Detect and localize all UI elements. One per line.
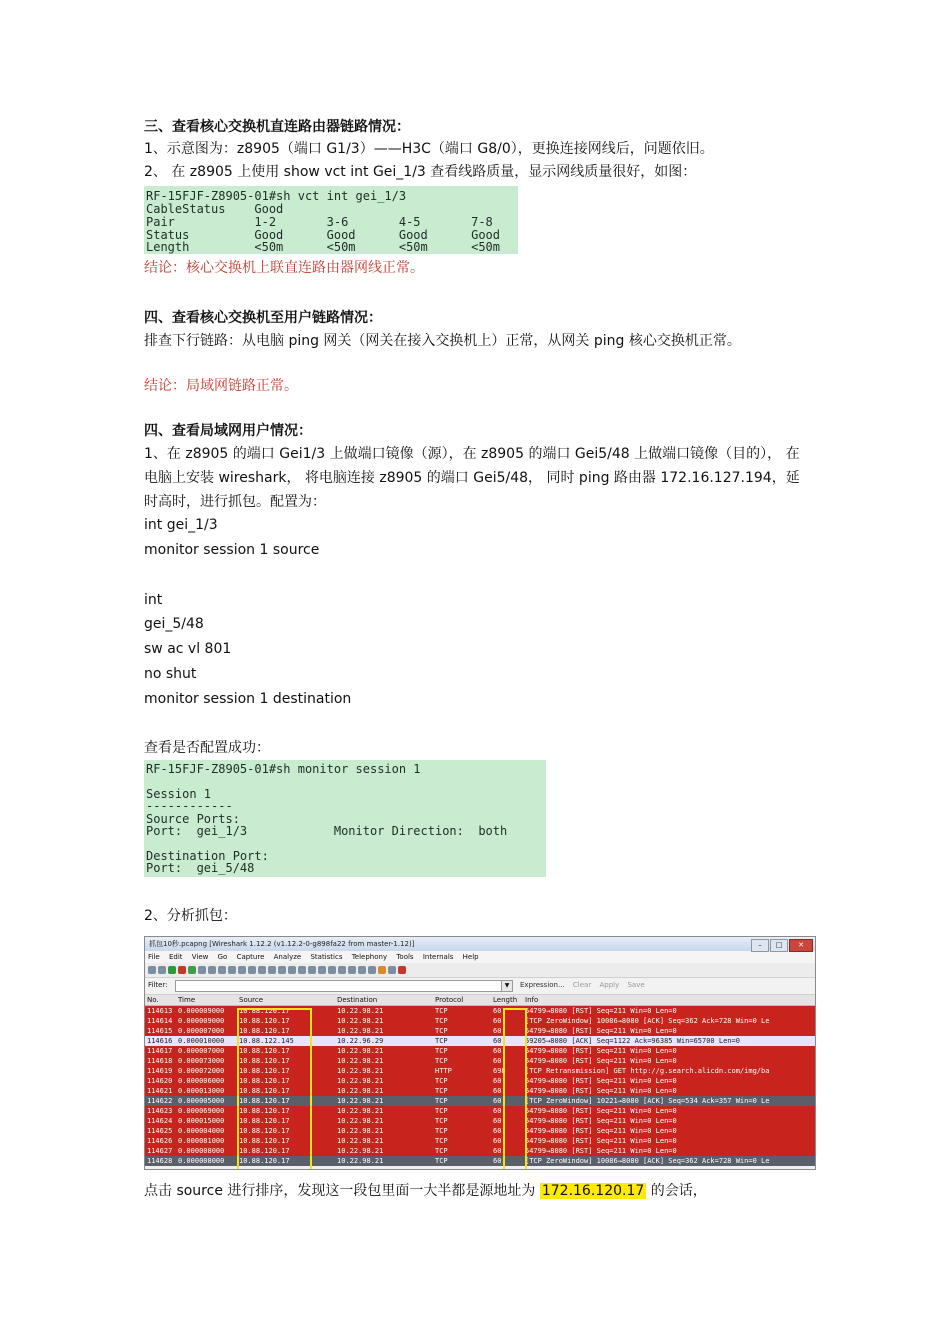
expression-button[interactable]: Expression... [520,981,565,989]
cell-no: 114624 [147,1117,173,1125]
cell-time: 0.000008000 [178,1157,225,1165]
cell-protocol: TCP [435,1147,448,1155]
cell-source: 10.88.122.145 [239,1037,294,1045]
cell-no: 114615 [147,1027,173,1035]
last-packet-icon[interactable] [288,966,296,974]
cell-no: 114613 [147,1007,173,1015]
cell-length: 60 [493,1027,502,1035]
terminal-line: Port: gei_1/3 Monitor Direction: both [146,824,508,838]
normal-size-icon[interactable] [338,966,346,974]
cell-protocol: TCP [435,1077,448,1085]
step2-heading: 2、分析抓包： [144,908,237,924]
cell-destination: 10.22.98.21 [337,1157,384,1165]
cell-no: 114621 [147,1087,173,1095]
cell-time: 0.000008000 [178,1147,225,1155]
cell-time: 0.000069000 [178,1107,225,1115]
final-after: 的会话， [646,1183,707,1199]
filter-input[interactable] [175,980,507,992]
cell-length: 60 [493,1117,502,1125]
terminal-line: RF-15FJF-Z8905-01#sh vct int gei_1/3 [146,189,407,203]
cell-no: 114614 [147,1017,173,1025]
cell-time: 0.000010000 [178,1037,225,1045]
menu-go[interactable]: Go [217,953,228,961]
capture-filters-icon[interactable] [358,966,366,974]
cell-destination: 10.22.98.21 [337,1137,384,1145]
filter-bar [145,978,815,995]
terminal-line: ------------ [146,799,233,813]
cell-protocol: TCP [435,1087,448,1095]
save-file-icon[interactable] [208,966,216,974]
cell-info: 54799→8080 [RST] Seq=211 Win=0 Len=0 [525,1147,677,1155]
cell-destination: 10.22.98.21 [337,1107,384,1115]
column-info[interactable]: Info [525,996,539,1004]
coloring-rules-icon[interactable] [378,966,386,974]
terminal-line: Status Good Good Good Good [146,228,501,242]
cell-protocol: TCP [435,1127,448,1135]
cell-info: 54799→8080 [RST] Seq=211 Win=0 Len=0 [525,1127,677,1135]
cell-length: 60 [493,1127,502,1135]
terminal-line: RF-15FJF-Z8905-01#sh monitor session 1 [146,762,421,776]
source-highlight-box [237,1008,312,1170]
cell-destination: 10.22.98.21 [337,1117,384,1125]
menu-internals[interactable]: Internals [422,953,454,961]
cell-time: 0.000081000 [178,1137,225,1145]
cell-source: 10.88.120.17 [239,1087,290,1095]
packet-list-header [145,995,815,1006]
zoom-in-icon[interactable] [318,966,326,974]
find-icon[interactable] [238,966,246,974]
cell-info: 54799→8080 [RST] Seq=211 Win=0 Len=0 [525,1027,677,1035]
forward-icon[interactable] [258,966,266,974]
cell-length: 60 [493,1107,502,1115]
config-line: monitor session 1 source [144,542,320,558]
menu-analyze[interactable]: Analyze [273,953,302,961]
cell-destination: 10.22.98.21 [337,1097,384,1105]
menu-view[interactable]: View [191,953,209,961]
cell-no: 114618 [147,1057,173,1065]
cell-destination: 10.22.98.21 [337,1127,384,1135]
cell-source: 10.88.120.17 [239,1157,290,1165]
column-protocol[interactable]: Protocol [435,996,464,1004]
clear-button[interactable]: Clear [572,981,592,989]
cell-info: 54799→8080 [RST] Seq=211 Win=0 Len=0 [525,1117,677,1125]
cell-length: 60 [493,1077,502,1085]
ip-highlight: 172.16.120.17 [541,1183,645,1199]
cell-destination: 10.22.96.29 [337,1037,384,1045]
cell-time: 0.000007000 [178,1027,225,1035]
cell-info: [TCP ZeroWindow] 10221→8080 [ACK] Seq=534 Ack=357 Win=0 Le [525,1097,770,1105]
cell-length: 60 [493,1017,502,1025]
menu-tools[interactable]: Tools [396,953,414,961]
back-icon[interactable] [248,966,256,974]
colorize-icon[interactable] [298,966,306,974]
menu-file[interactable]: File [148,953,160,961]
section4a-heading: 四、查看核心交换机至用户链路情况： [144,310,382,326]
cell-length: 60 [493,1097,502,1105]
section4b-body: 1、在 z8905 的端口 Gei1/3 上做端口镜像（源），在 z8905 的端口 Gei5/48 上做端口镜像（目的）， 在电脑上安装 wireshark， 将电脑连接 z8905 的端口 Gei5/48， 同时 ping 路由器 172.16.127.194，延时高时，进行抓包。配置为： [144,446,800,510]
cell-source: 10.88.120.17 [239,1057,290,1065]
config-line: int gei_1/3 [144,517,218,533]
cell-time: 0.000007000 [178,1047,225,1055]
cell-length: 60 [493,1137,502,1145]
resize-columns-icon[interactable] [348,966,356,974]
config-line: gei_5/48 [144,616,204,632]
cell-destination: 10.22.98.21 [337,1067,384,1075]
cell-time: 0.000009000 [178,1017,225,1025]
open-file-icon[interactable] [198,966,206,974]
cell-source: 10.88.120.17 [239,1047,290,1055]
stop-capture-icon[interactable] [178,966,186,974]
start-capture-icon[interactable] [168,966,176,974]
terminal-line: Source Ports: [146,812,240,826]
cell-length: 60 [493,1057,502,1065]
menu-help[interactable]: Help [462,953,479,961]
config-line: sw ac vl 801 [144,641,232,657]
terminal-line: Port: gei_5/48 [146,861,255,875]
menu-bar [145,951,815,963]
cell-info: 54799→8080 [RST] Seq=211 Win=0 Len=0 [525,1137,677,1145]
column-no[interactable]: No. [147,996,159,1004]
cell-source: 10.88.120.17 [239,1107,290,1115]
cell-source: 10.88.120.17 [239,1127,290,1135]
cell-no: 114620 [147,1077,173,1085]
final-sentence [144,1181,806,1201]
goto-icon[interactable] [268,966,276,974]
menu-telephony[interactable]: Telephony [351,953,388,961]
section4a-body: 排查下行链路：从电脑 ping 网关（网关在接入交换机上）正常，从网关 ping 核心交换机正常。 [144,333,741,349]
cell-source: 10.88.120.17 [239,1117,290,1125]
terminal-line: Destination Port: [146,849,269,863]
cell-no: 114627 [147,1147,173,1155]
cell-time: 0.000073000 [178,1057,225,1065]
section3-heading: 三、查看核心交换机直连路由器链路情况： [144,119,410,135]
cell-source: 10.88.120.17 [239,1007,290,1015]
window-title: 抓包10秒.pcapng [Wireshark 1.12.2 (v1.12.2-0-g898fa22 from master-1.12)] [149,940,415,948]
cell-length: 60 [493,1007,502,1015]
cell-length: 60 [493,1087,502,1095]
section3-line2: 2、 在 z8905 上使用 show vct int Gei_1/3 查看线路质量，显示网线质量很好，如图： [144,164,697,180]
minimize-icon[interactable]: – [751,939,769,952]
cell-destination: 10.22.98.21 [337,1147,384,1155]
interfaces-icon[interactable] [148,966,156,974]
cell-no: 114626 [147,1137,173,1145]
monitor-terminal [144,760,546,877]
cell-no: 114619 [147,1067,173,1075]
config-check-line: 查看是否配置成功： [144,740,270,756]
terminal-line: Session 1 [146,787,212,801]
config-line: int [144,592,163,608]
apply-button[interactable]: Apply [599,981,620,989]
cell-protocol: TCP [435,1047,448,1055]
cell-no: 114625 [147,1127,173,1135]
cell-source: 10.88.120.17 [239,1067,290,1075]
cell-no: 114617 [147,1047,173,1055]
cell-source: 10.88.120.17 [239,1147,290,1155]
cell-protocol: TCP [435,1157,448,1165]
cell-info: 54799→8080 [RST] Seq=211 Win=0 Len=0 [525,1107,677,1115]
column-source[interactable]: Source [239,996,264,1004]
cell-time: 0.000072000 [178,1067,225,1075]
zoom-out-icon[interactable] [328,966,336,974]
vct-terminal [144,186,518,254]
reload-icon[interactable] [228,966,236,974]
cell-no: 114616 [147,1037,173,1045]
autoscroll-icon[interactable] [308,966,316,974]
section3-conclusion: 结论：核心交换机上联直连路由器网线正常。 [144,260,424,276]
cell-destination: 10.22.98.21 [337,1027,384,1035]
maximize-icon[interactable]: □ [770,939,788,952]
menu-capture[interactable]: Capture [236,953,265,961]
menu-edit[interactable]: Edit [168,953,183,961]
cell-destination: 10.22.98.21 [337,1057,384,1065]
cell-time: 0.000015000 [178,1117,225,1125]
cell-protocol: TCP [435,1017,448,1025]
cell-protocol: TCP [435,1057,448,1065]
config-line: monitor session 1 destination [144,691,352,707]
cell-length: 60 [493,1047,502,1055]
cell-info: 54799→8080 [RST] Seq=211 Win=0 Len=0 [525,1087,677,1095]
cell-destination: 10.22.98.21 [337,1007,384,1015]
help-icon[interactable] [398,966,406,974]
cell-protocol: TCP [435,1107,448,1115]
cell-time: 0.000004000 [178,1127,225,1135]
cell-info: [TCP ZeroWindow] 10086→8080 [ACK] Seq=362 Ack=728 Win=0 Le [525,1157,770,1165]
cell-source: 10.88.120.17 [239,1017,290,1025]
terminal-line: CableStatus Good [146,202,284,216]
cell-protocol: TCP [435,1027,448,1035]
display-filters-icon[interactable] [368,966,376,974]
toolbar [145,963,815,978]
cell-source: 10.88.120.17 [239,1097,290,1105]
filter-label: Filter: [148,981,168,989]
cell-info: [TCP Retransmission] GET http://g.search.alicdn.com/img/ba [525,1067,770,1075]
config-line: no shut [144,666,197,682]
cell-protocol: TCP [435,1097,448,1105]
column-destination[interactable]: Destination [337,996,378,1004]
section4b-heading: 四、查看局域网用户情况： [144,423,312,439]
cell-info: 54799→8080 [RST] Seq=211 Win=0 Len=0 [525,1007,677,1015]
cell-time: 0.000005000 [178,1097,225,1105]
final-before: 点击 source 进行排序，发现这一段包里面一大半都是源地址为 [144,1183,540,1199]
cell-destination: 10.22.98.21 [337,1017,384,1025]
cell-info: 54799→8080 [RST] Seq=211 Win=0 Len=0 [525,1077,677,1085]
cell-no: 114623 [147,1107,173,1115]
close-icon[interactable]: ✕ [789,939,813,952]
terminal-line: Pair 1-2 3-6 4-5 7-8 [146,215,493,229]
cell-source: 10.88.120.17 [239,1027,290,1035]
cell-info: 54799→8080 [RST] Seq=211 Win=0 Len=0 [525,1057,677,1065]
cell-time: 0.000006000 [178,1077,225,1085]
length-highlight-box [503,1008,527,1170]
cell-destination: 10.22.98.21 [337,1077,384,1085]
cell-protocol: TCP [435,1007,448,1015]
cell-source: 10.88.120.17 [239,1077,290,1085]
menu-statistics[interactable]: Statistics [310,953,343,961]
first-packet-icon[interactable] [278,966,286,974]
wireshark-window [144,936,816,1170]
wireshark-titlebar [145,937,815,951]
cell-protocol: TCP [435,1037,448,1045]
save-button[interactable]: Save [627,981,645,989]
cell-time: 0.000009000 [178,1007,225,1015]
cell-protocol: TCP [435,1117,448,1125]
cell-source: 10.88.120.17 [239,1137,290,1145]
cell-no: 114622 [147,1097,173,1105]
column-time[interactable]: Time [178,996,196,1004]
section3-line1: 1、示意图为：z8905（端口 G1/3）——H3C（端口 G8/0），更换连接网线后，问题依旧。 [144,141,714,157]
cell-info: [TCP ZeroWindow] 10086→8080 [ACK] Seq=362 Ack=728 Win=0 Le [525,1017,770,1025]
column-length[interactable]: Length [493,996,518,1004]
restart-capture-icon[interactable] [188,966,196,974]
cell-length: 60 [493,1147,502,1155]
options-icon[interactable] [158,966,166,974]
cell-time: 0.000013000 [178,1087,225,1095]
cell-protocol: TCP [435,1137,448,1145]
chevron-down-icon[interactable]: ▼ [501,980,513,992]
cell-length: 698 [493,1067,506,1075]
section4a-conclusion: 结论：局域网链路正常。 [144,378,298,394]
cell-info: 59205→8080 [ACK] Seq=1122 Ack=96385 Win=65700 Len=0 [525,1037,740,1045]
cell-length: 60 [493,1037,502,1045]
cell-no: 114628 [147,1157,173,1165]
close-file-icon[interactable] [218,966,226,974]
terminal-line: Length <50m <50m <50m <50m [146,240,501,254]
preferences-icon[interactable] [388,966,396,974]
cell-info: 54799→8080 [RST] Seq=211 Win=0 Len=0 [525,1047,677,1055]
cell-destination: 10.22.98.21 [337,1047,384,1055]
cell-length: 60 [493,1157,502,1165]
cell-destination: 10.22.98.21 [337,1087,384,1095]
cell-protocol: HTTP [435,1067,452,1075]
